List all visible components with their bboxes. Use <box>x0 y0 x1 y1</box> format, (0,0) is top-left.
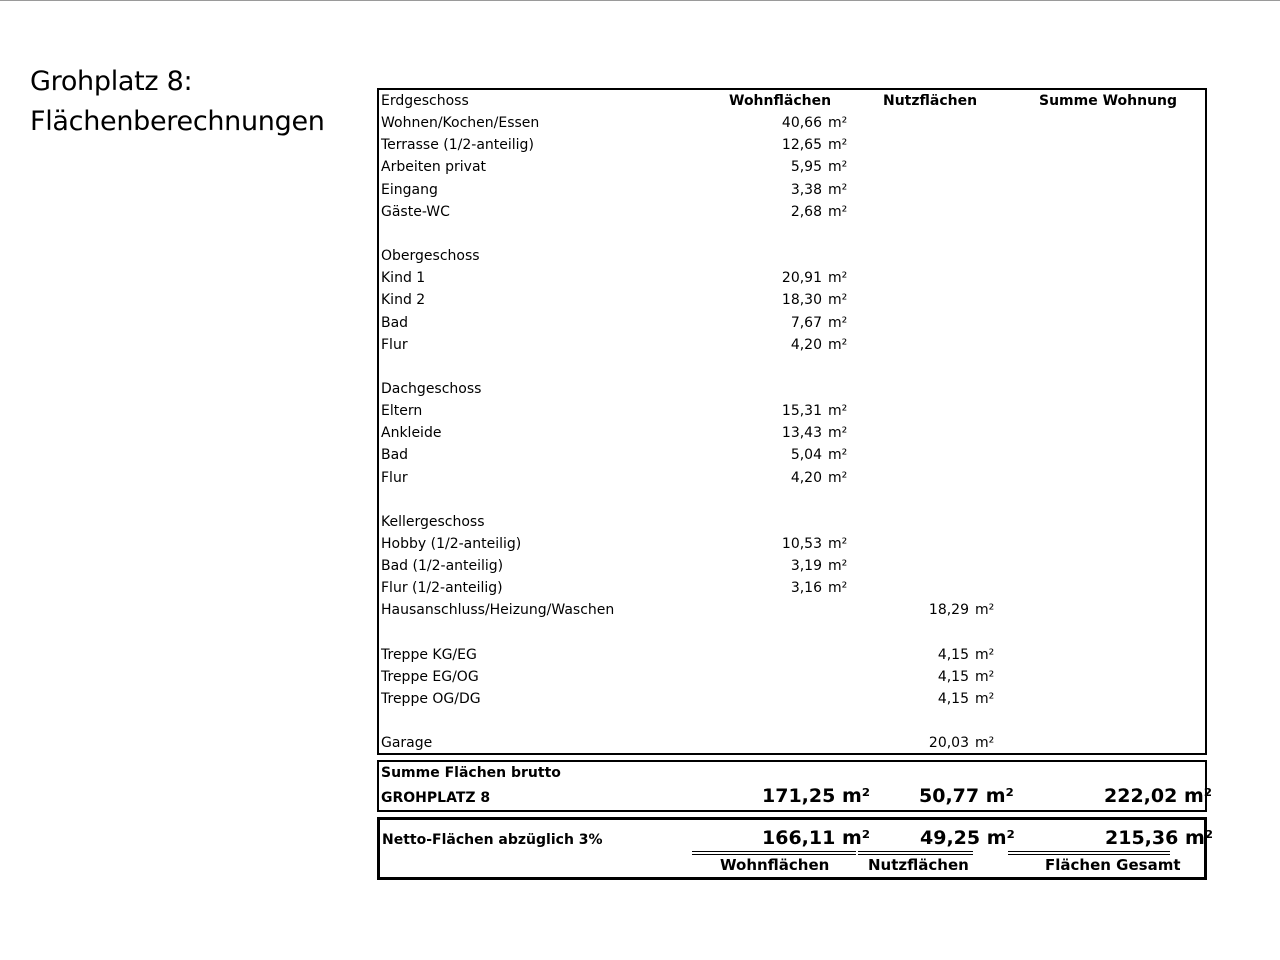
row-wohnflaeche-value: 18,30 <box>781 292 822 309</box>
row-unit: m² <box>828 580 848 597</box>
table-row <box>379 467 1205 489</box>
row-label: Gäste-WC <box>381 203 450 220</box>
row-unit: m² <box>828 137 848 154</box>
table-row <box>379 444 1205 466</box>
row-unit: m² <box>975 691 995 708</box>
section-heading-row <box>379 511 1205 533</box>
section-heading-row <box>379 378 1205 400</box>
row-label: Eingang <box>381 181 438 198</box>
row-label: Obergeschoss <box>381 248 480 265</box>
summary-title: Summe Flächen brutto <box>381 765 561 781</box>
summary-box <box>377 760 1213 812</box>
row-wohnflaeche-value: 3,16 <box>790 580 822 597</box>
table-row <box>379 533 1205 555</box>
row-wohnflaeche-value: 3,38 <box>790 181 822 198</box>
row-wohnflaeche-value: 7,67 <box>790 314 822 331</box>
row-wohnflaeche-value: 2,68 <box>790 203 822 220</box>
row-unit: m² <box>828 270 848 287</box>
row-unit: m² <box>828 469 848 486</box>
row-unit: m² <box>975 602 995 619</box>
netto-wohn-value: 166,11 m² <box>762 827 871 849</box>
row-unit: m² <box>975 668 995 685</box>
row-unit: m² <box>975 646 995 663</box>
row-unit: m² <box>828 115 848 132</box>
table-row <box>379 134 1205 156</box>
row-unit: m² <box>828 159 848 176</box>
summary-gesamt-value: 222,02 m² <box>1104 785 1213 807</box>
row-unit: m² <box>828 536 848 552</box>
table-row <box>379 688 1205 710</box>
table-row <box>379 334 1205 356</box>
table-row <box>379 577 1205 599</box>
table-row <box>379 179 1205 201</box>
row-nutzflaeche-value: 4,15 <box>937 668 969 685</box>
table-row <box>379 201 1205 223</box>
row-wohnflaeche-value: 40,66 <box>781 115 822 132</box>
table-row <box>379 156 1205 178</box>
row-label: Bad <box>381 314 409 331</box>
page-title-line1: Grohplatz 8: <box>30 66 193 97</box>
header-wohnflaechen: Wohnflächen <box>729 93 832 109</box>
netto-nutz-value: 49,25 m² <box>920 827 1015 849</box>
row-label: Flur (1/2-anteilig) <box>381 580 503 597</box>
row-wohnflaeche-value: 5,04 <box>790 447 822 464</box>
row-label: Bad (1/2-anteilig) <box>381 558 504 575</box>
header-nutzflaechen: Nutzflächen <box>883 93 978 109</box>
row-unit: m² <box>828 181 848 198</box>
row-label: Treppe EG/OG <box>381 668 479 685</box>
summary-subtitle: GROHPLATZ 8 <box>381 790 491 806</box>
row-wohnflaeche-value: 5,95 <box>790 159 822 176</box>
footer-flaechen-gesamt: Flächen Gesamt <box>1045 856 1181 874</box>
row-label: Hobby (1/2-anteilig) <box>381 536 522 552</box>
netto-label: Netto-Flächen abzüglich 3% <box>382 832 603 848</box>
table-row <box>379 599 1205 621</box>
netto-gesamt-value: 215,36 m² <box>1105 827 1214 849</box>
section-heading-row <box>379 245 1205 267</box>
row-wohnflaeche-value: 15,31 <box>781 403 822 420</box>
row-label: Arbeiten privat <box>381 159 487 176</box>
row-wohnflaeche-value: 12,65 <box>781 137 822 154</box>
row-wohnflaeche-value: 10,53 <box>781 536 822 552</box>
table-row <box>379 312 1205 334</box>
row-unit: m² <box>828 292 848 309</box>
table-row <box>379 732 1205 754</box>
row-nutzflaeche-value: 4,15 <box>937 691 969 708</box>
footer-wohnflaechen: Wohnflächen <box>720 856 830 874</box>
row-label: Terrasse (1/2-anteilig) <box>381 137 534 154</box>
page-title-line2: Flächenberechnungen <box>30 106 325 137</box>
row-label: Kind 1 <box>381 270 426 287</box>
row-unit: m² <box>828 203 848 220</box>
top-divider <box>0 0 1280 1</box>
row-nutzflaeche-value: 4,15 <box>937 646 969 663</box>
row-label: Garage <box>381 735 433 752</box>
row-nutzflaeche-value: 20,03 <box>928 735 969 752</box>
page-title <box>30 62 325 142</box>
row-unit: m² <box>828 425 848 442</box>
row-unit: m² <box>828 403 848 420</box>
row-label: Kind 2 <box>381 292 426 309</box>
row-label: Kellergeschoss <box>381 513 485 530</box>
row-wohnflaeche-value: 4,20 <box>790 336 822 353</box>
row-label: Flur <box>381 336 408 353</box>
row-label: Flur <box>381 469 408 486</box>
row-wohnflaeche-value: 3,19 <box>790 558 822 575</box>
row-label: Treppe OG/DG <box>381 691 481 708</box>
row-unit: m² <box>975 735 995 752</box>
footer-nutzflaechen: Nutzflächen <box>868 856 969 874</box>
row-wohnflaeche-value: 20,91 <box>781 270 822 287</box>
area-table <box>377 88 1207 755</box>
row-unit: m² <box>828 336 848 353</box>
row-unit: m² <box>828 447 848 464</box>
row-nutzflaeche-value: 18,29 <box>928 602 969 619</box>
row-wohnflaeche-value: 13,43 <box>781 425 822 442</box>
table-row <box>379 666 1205 688</box>
row-unit: m² <box>828 314 848 331</box>
table-row <box>379 267 1205 289</box>
summary-nutz-value: 50,77 m² <box>919 785 1014 807</box>
table-row <box>379 644 1205 666</box>
row-label: Bad <box>381 447 409 464</box>
row-label: Dachgeschoss <box>381 380 482 397</box>
row-label: Wohnen/Kochen/Essen <box>381 115 540 132</box>
table-row <box>379 555 1205 577</box>
table-row <box>379 400 1205 422</box>
row-label: Hausanschluss/Heizung/Waschen <box>381 602 615 619</box>
section-erdgeschoss: Erdgeschoss <box>381 93 469 109</box>
table-header-row <box>379 90 1205 112</box>
table-row <box>379 112 1205 134</box>
row-label: Eltern <box>381 403 423 420</box>
row-label: Treppe KG/EG <box>381 646 477 663</box>
table-row <box>379 289 1205 311</box>
table-row <box>379 422 1205 444</box>
netto-box <box>377 817 1214 880</box>
row-wohnflaeche-value: 4,20 <box>790 469 822 486</box>
summary-wohn-value: 171,25 m² <box>762 785 871 807</box>
header-summe-wohnung: Summe Wohnung <box>1039 93 1178 109</box>
row-unit: m² <box>828 558 848 575</box>
row-label: Ankleide <box>381 425 442 442</box>
